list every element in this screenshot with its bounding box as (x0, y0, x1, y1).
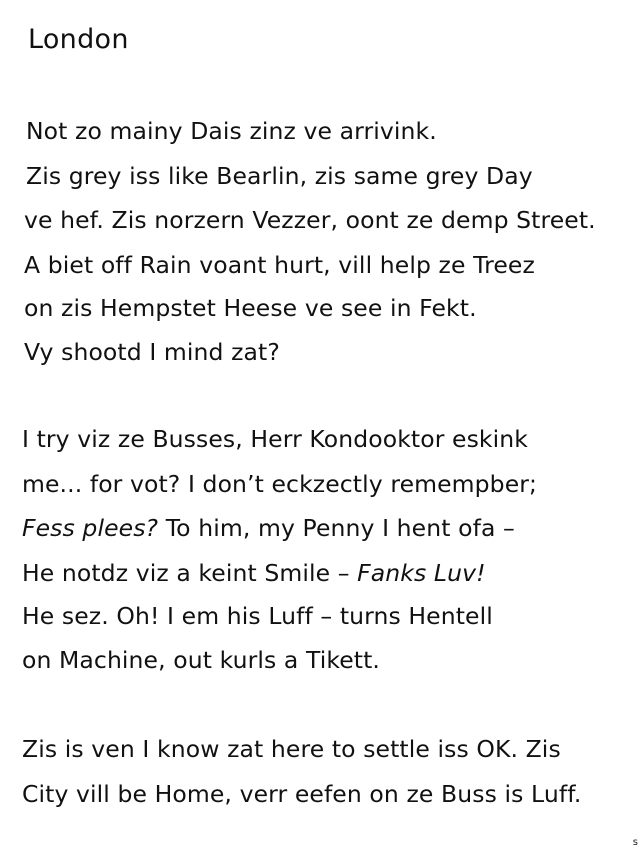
stanza2-line3-italic: Fess plees? (22, 514, 159, 542)
stanza1-line6: Vy shootd I mind zat? (24, 338, 280, 366)
stanza2-line3 (22, 514, 515, 542)
corner-mark: s (632, 837, 638, 848)
stanza1-line1: Not zo mainy Dais zinz ve arrivink. (26, 117, 437, 145)
stanza3-line1: Zis is ven I know zat here to settle iss OK. Zis (22, 735, 561, 763)
stanza2-line4 (22, 559, 486, 587)
stanza2-line6: on Machine, out kurls a Tikett. (22, 646, 380, 674)
stanza2-line4-italic: Fanks Luv! (357, 559, 486, 587)
stanza2-line2: me... for vot? I don’t eckzectly remempber; (22, 470, 538, 498)
stanza2-line5: He sez. Oh! I em his Luff – turns Hentell (22, 602, 493, 630)
stanza1-line4: A biet off Rain voant hurt, vill help ze Treez (24, 251, 535, 279)
poem-title: London (28, 24, 129, 55)
stanza1-line5: on zis Hempstet Heese ve see in Fekt. (24, 294, 477, 322)
stanza1-line3: ve hef. Zis norzern Vezzer, oont ze demp Street. (24, 206, 596, 234)
stanza3-line2: City vill be Home, verr eefen on ze Buss is Luff. (22, 780, 582, 808)
stanza1-line2: Zis grey iss like Bearlin, zis same grey Day (26, 162, 533, 190)
stanza2-line4-start: He notdz viz a keint Smile – (22, 559, 358, 587)
stanza2-line1: I try viz ze Busses, Herr Kondooktor eskink (22, 425, 528, 453)
stanza2-line3-rest: To him, my Penny I hent ofa – (158, 514, 515, 542)
